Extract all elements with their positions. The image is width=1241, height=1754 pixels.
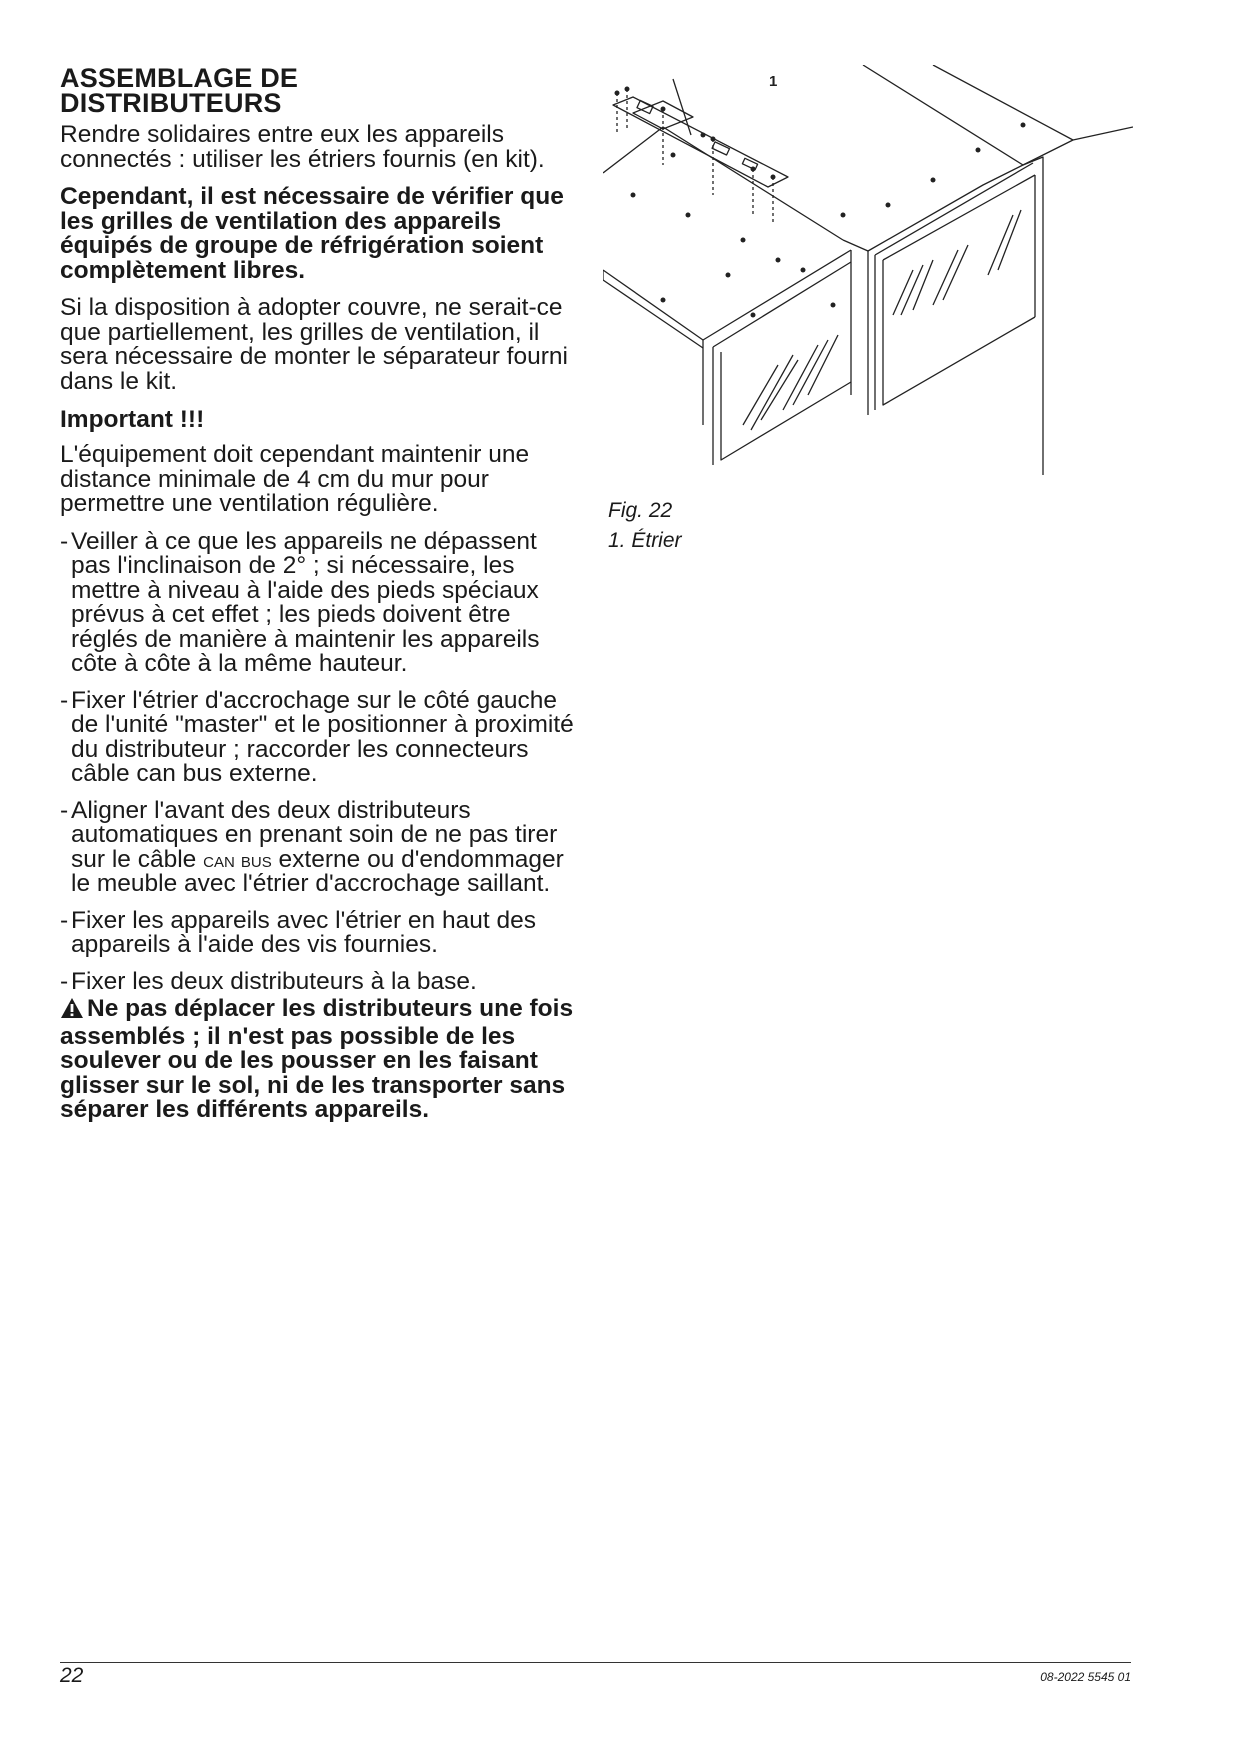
section-title-line-1: ASSEMBLAGE DE <box>60 63 299 93</box>
figure-caption <box>608 496 682 556</box>
step-dash: - <box>60 906 69 934</box>
warning-paragraph <box>60 997 580 1123</box>
separator-paragraph: Si la disposition à adopter couvre, ne serait-ce que partiellement, les grilles de ventilation, il sera nécessaire de monter le séparateur fourni dans le kit. <box>60 294 568 395</box>
important-label: Important !!! <box>60 406 205 433</box>
step-text: Aligner l'avant des deux distributeurs automatiques en prenant soin de ne pas tirer sur le câble <box>71 796 558 873</box>
figure-callout-1: 1 <box>769 73 778 90</box>
section-title <box>60 63 580 118</box>
footer-divider <box>60 1662 1131 1663</box>
figure-number: Fig. 22 <box>608 499 673 522</box>
can-bus-smallcaps: can bus <box>203 846 272 872</box>
step-text: externe ou d'endommager le meuble avec l'étrier d'accrochage saillant. <box>71 845 564 897</box>
step-text: Fixer les appareils avec l'étrier en haut des appareils à l'aide des vis fournies. <box>71 906 536 958</box>
figure-22-illustration <box>603 65 1133 495</box>
step-item <box>60 967 580 995</box>
document-code: 08-2022 5545 01 <box>1040 1670 1131 1684</box>
step-text: Veiller à ce que les appareils ne dépassent pas l'inclinaison de 2° ; si nécessaire, les mettre à niveau à l'aide des pieds spéciaux prévus à cet effet ; les pieds doivent être réglés de manière à maintenir les appareils côte à côte à la même hauteur. <box>71 527 540 677</box>
section-title-line-2: DISTRIBUTEURS <box>60 88 282 118</box>
step-item <box>60 796 580 897</box>
step-dash: - <box>60 796 69 824</box>
step-dash: - <box>60 967 69 995</box>
figure-legend-item: 1. Étrier <box>608 529 682 552</box>
step-dash: - <box>60 686 69 714</box>
page-number: 22 <box>60 1664 84 1687</box>
warning-text: Ne pas déplacer les distributeurs une fois assemblés ; il n'est pas possible de les soulever ou de les pousser en les faisant glisser sur le sol, ni de les transporter sans séparer les différents appareils. <box>60 995 574 1123</box>
dispensers-assembly-drawing <box>603 65 1133 495</box>
ventilation-emphasis: Cependant, il est nécessaire de vérifier que les grilles de ventilation des appareils équipés de groupe de réfrigération soient complètement libres. <box>60 183 564 284</box>
step-item <box>60 906 580 958</box>
step-item <box>60 527 580 677</box>
intro-paragraph: Rendre solidaires entre eux les appareils connectés : utiliser les étriers fournis (en kit). <box>60 121 545 173</box>
steps-list <box>60 527 580 995</box>
text-column <box>60 63 580 1123</box>
step-text: Fixer l'étrier d'accrochage sur le côté gauche de l'unité "master" et le positionner à proximité du distributeur ; raccorder les connecteurs câble can bus externe. <box>71 686 574 787</box>
step-dash: - <box>60 527 69 555</box>
warning-triangle-icon <box>60 997 84 1025</box>
step-text: Fixer les deux distributeurs à la base. <box>71 967 477 995</box>
step-item <box>60 686 580 787</box>
distance-paragraph: L'équipement doit cependant maintenir une distance minimale de 4 cm du mur pour permettre une ventilation régulière. <box>60 441 530 517</box>
